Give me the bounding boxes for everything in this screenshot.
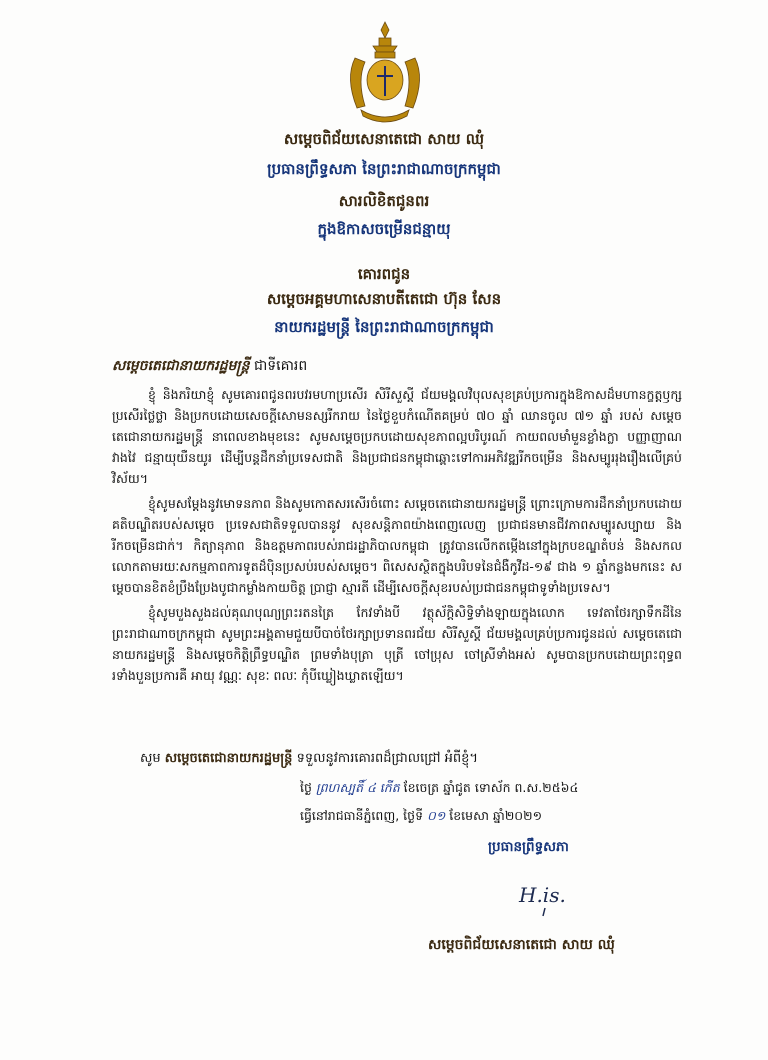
closing-line	[140, 750, 478, 769]
occasion: ក្នុងឱកាសចម្រើនជន្មាយុ	[317, 220, 451, 238]
closing-prefix: សូម	[140, 751, 161, 766]
sender-title: ប្រធានព្រឹទ្ធសភា នៃព្រះរាជាណាចក្រកម្ពុជា	[267, 160, 501, 178]
closing-text: ទទួលនូវការគោរពដ៏ជ្រាលជ្រៅ អំពីខ្ញុំ។	[296, 751, 478, 766]
respectfully-to: គោរពជូន	[357, 265, 411, 283]
closing-name: សម្តេចតេជោនាយករដ្ឋមន្រ្តី	[164, 751, 293, 766]
solar-date-day: ០១	[426, 808, 446, 823]
signatory-name: សម្តេចពិជ័យសេនាតេជោ សាយ ឈុំ	[428, 937, 615, 953]
royal-coat-of-arms-icon	[335, 18, 435, 128]
sender-name: សម្តេចពិជ័យសេនាតេជោ សាយ ឈុំ	[283, 130, 485, 148]
solar-date-place: ធ្វើនៅរាជធានីភ្នំពេញ, ថ្ងៃទី	[300, 808, 423, 823]
solar-date-rest: ខែមេសា ឆ្នាំ២០២១	[449, 808, 543, 823]
recipient-title: នាយករដ្ឋមន្រ្តី នៃព្រះរាជាណាចក្រកម្ពុជា	[274, 318, 494, 336]
lunar-date-rest: ខែចេត្រ ឆ្នាំជូត ទោស័ក ព.ស.២៥៦៤	[403, 780, 579, 795]
lunar-date-handwritten: ព្រហស្បតិ៍ ៤ កើត	[315, 780, 400, 795]
solar-date	[300, 808, 542, 827]
letter-type: សារលិខិតជូនពរ	[338, 192, 430, 210]
recipient-name: សម្តេចអគ្គមហាសេនាបតីតេជោ ហ៊ុន សែន	[266, 290, 502, 308]
lunar-date-prefix: ថ្ងៃ	[300, 780, 312, 795]
salutation	[112, 356, 307, 377]
paragraph-1: ខ្ញុំ និងភរិយាខ្ញុំ សូមគោរពជូនពរបវរមហាប្រសើរ សិរីសួស្តី ជ័យមង្គលវិបុលសុខគ្រប់ប្រការក្នុងឱកាសដ៏មហានក្ខត្តឫក្សប្រសើរថ្លៃថ្លា និងប្រកបដោយសេចក្តីសោមនស្សរីករាយ នៃថ្ងៃខួបកំណើតគម្រប់ ៧០ ឆ្នាំ ឈានចូល ៧១ ឆ្នាំ របស់ សម្តេចតេជោនាយករដ្ឋមន្រ្តី នាពេលខាងមុខនេះ សូមសម្តេចប្រកបដោយសុខភាពល្អបរិបូរណ៍ កាយពលមាំមួនខ្លាំងក្លា បញ្ញាញាណវាងវៃ ជន្មាយុយឺនយូរ ដើម្បីបន្តដឹកនាំប្រទេសជាតិ និងប្រជាជនកម្ពុជាឆ្ពោះទៅការអភិវឌ្ឍរីកចម្រើន និងសម្បូររុងរឿងលើគ្រប់វិស័យ។	[112, 387, 682, 486]
letter-body	[112, 384, 682, 690]
lunar-date	[300, 780, 578, 799]
signatory-title: ប្រធានព្រឹទ្ធសភា	[488, 839, 569, 855]
salutation-name: សម្តេចតេជោនាយករដ្ឋមន្រ្តី	[112, 358, 250, 374]
handwritten-signature	[515, 878, 585, 918]
signature-text: H.is.	[519, 883, 566, 907]
paragraph-3: ខ្ញុំសូមបួងសួងដល់គុណបុណ្យព្រះរតនត្រៃ កែវទាំងបី វត្ថុស័ក្តិសិទ្ធិទាំងឡាយក្នុងលោក ទេវតាថែរក្សាទឹកដីនៃព្រះរាជាណាចក្រកម្ពុជា សូមព្រះអង្គតាមជួយបីបាច់ថែរក្សាប្រទានពរជ័យ សិរីសួស្តី ជ័យមង្គលគ្រប់ប្រការជូនដល់ សម្តេចតេជោនាយករដ្ឋមន្រ្តី និងសម្តេចកិត្តិព្រឹទ្ធបណ្ឌិត ព្រមទាំងបុត្រា បុត្រី ចៅប្រុស ចៅស្រីទាំងអស់ សូមបានប្រកបដោយព្រះពុទ្ធពរទាំងបួនប្រការគឺ អាយុ វណ្ណៈ សុខៈ ពលៈ កុំបីឃ្លៀងឃ្លាតឡើយ។	[112, 605, 682, 683]
paragraph-2: ខ្ញុំសូមសម្តែងនូវមោទនភាព និងសូមកោតសរសើរចំពោះ សម្តេចតេជោនាយករដ្ឋមន្រ្តី ព្រោះក្រោមការដឹកនាំប្រកបដោយគតិបណ្ឌិតរបស់សម្តេច ប្រទេសជាតិទទួលបាននូវ សុខសន្តិភាពយ៉ាងពេញលេញ ប្រជាជនមានជីវភាពសម្បូរសប្បាយ និងរីកចម្រើនជាក់។ កិត្យានុភាព និងឧត្តមភាពរបស់រាជរដ្ឋាភិបាលកម្ពុជា ត្រូវបានលើកតម្កើងនៅក្នុងក្របខណ្ឌតំបន់ និងសកលលោកតាមរយៈសកម្មភាពការទូតដ៏ប៉ិនប្រសប់របស់សម្តេច។ ពិសេសស្ថិតក្នុងបរិបទនៃជំងឺកូវីដ-១៩ ជាង ១ ឆ្នាំកន្លងមកនេះ សម្តេចបានខិតខំប្រឹងប្រែងបូជាកម្លាំងកាយចិត្ត ប្រាជ្ញា ស្មារតី ដើម្បីសេចក្តីសុខរបស់ប្រជាជនកម្ពុជាទូទាំងប្រទេស។	[112, 496, 682, 595]
salutation-suffix: ជាទីគោរព	[253, 358, 308, 374]
